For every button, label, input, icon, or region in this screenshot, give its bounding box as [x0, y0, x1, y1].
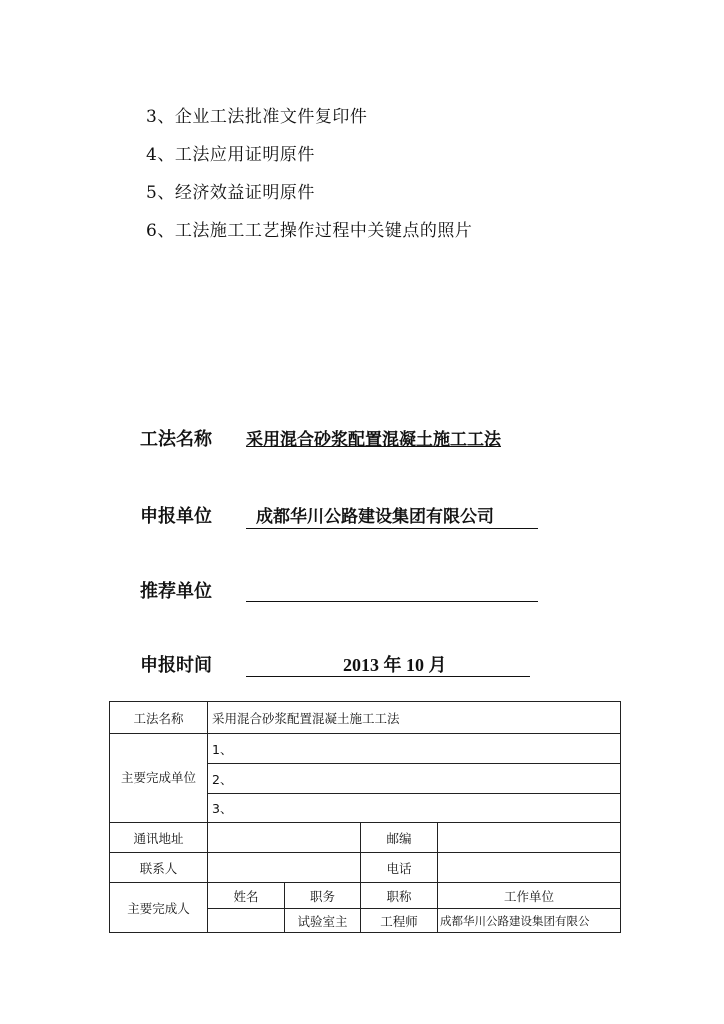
table-units-label: 主要完成单位: [110, 734, 208, 823]
table-postcode-label: 邮编: [361, 823, 438, 853]
table-header-title: 职称: [361, 883, 438, 909]
table-header-workplace: 工作单位: [438, 883, 621, 909]
table-phone-value: [438, 853, 621, 883]
table-method-name-value: 采用混合砂浆配置混凝土施工工法: [208, 702, 621, 734]
table-person-position: 试验室主: [285, 909, 361, 933]
date-label: 申报时间: [140, 655, 212, 676]
table-address-label: 通讯地址: [110, 823, 208, 853]
table-phone-label: 电话: [361, 853, 438, 883]
table-person-name: [208, 909, 285, 933]
attachment-item-3: 3、企业工法批准文件复印件: [146, 107, 368, 127]
table-address-value: [208, 823, 361, 853]
attachment-item-4: 4、工法应用证明原件: [146, 145, 315, 165]
table-unit-3: 3、: [208, 794, 621, 823]
recommender-label: 推荐单位: [140, 581, 212, 602]
table-persons-label: 主要完成人: [110, 883, 208, 933]
table-person-title: 工程师: [361, 909, 438, 933]
table-person-workplace: 成都华川公路建设集团有限公: [438, 909, 621, 933]
attachment-item-5: 5、经济效益证明原件: [146, 183, 315, 203]
attachment-item-6: 6、工法施工工艺操作过程中关键点的照片: [146, 221, 473, 241]
table-unit-1: 1、: [208, 734, 621, 764]
applicant-label: 申报单位: [140, 506, 212, 527]
table-contact-label: 联系人: [110, 853, 208, 883]
table-contact-value: [208, 853, 361, 883]
table-row: [110, 883, 621, 909]
table-header-position: 职务: [285, 883, 361, 909]
info-table: [109, 701, 621, 933]
table-unit-2: 2、: [208, 764, 621, 794]
recommender-underline: [246, 579, 538, 602]
table-row: [110, 734, 621, 764]
applicant-value: 成都华川公路建设集团有限公司: [256, 507, 494, 527]
table-method-name-label: 工法名称: [110, 702, 208, 734]
date-value: 2013 年 10 月: [343, 655, 447, 675]
table-row: [110, 853, 621, 883]
table-row: [110, 823, 621, 853]
method-name-label: 工法名称: [140, 429, 212, 450]
table-postcode-value: [438, 823, 621, 853]
table-header-name: 姓名: [208, 883, 285, 909]
method-name-value: 采用混合砂浆配置混凝土施工工法: [246, 430, 501, 450]
table-row: [110, 702, 621, 734]
